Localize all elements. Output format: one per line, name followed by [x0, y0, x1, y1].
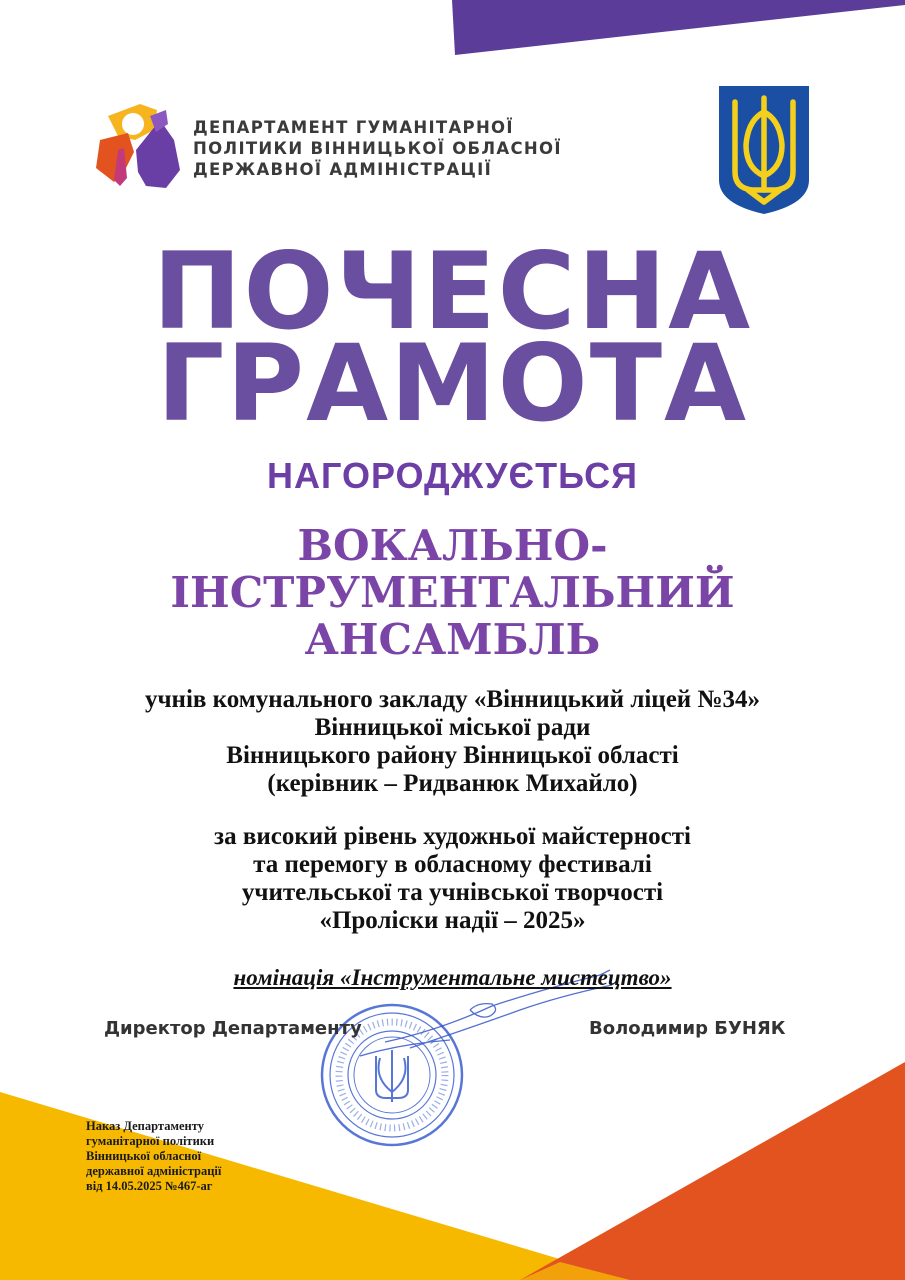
department-name: [193, 117, 562, 180]
department-line: ДЕПАРТАМЕНТ ГУМАНІТАРНОЇ: [193, 118, 514, 137]
bottom-orange-shape: [520, 1062, 905, 1280]
reason-line: учительської та учнівської творчості: [241, 879, 664, 906]
nomination: номінація «Інструментальне мистецтво»: [233, 965, 672, 990]
details-line: Вінницького району Вінницької області: [226, 742, 679, 769]
recipient-line: АНСАМБЛЬ: [304, 615, 601, 664]
order-line: державної адміністрації: [86, 1164, 222, 1178]
order-line: від 14.05.2025 №467-аг: [86, 1179, 213, 1193]
signatory-title: Директор Департаменту: [104, 1018, 362, 1039]
order-line: Наказ Департаменту: [86, 1119, 204, 1133]
order-reference: [86, 1119, 221, 1194]
department-logo-icon: [96, 104, 180, 188]
award-reason: [0, 823, 905, 935]
top-purple-band: [452, 0, 905, 55]
reason-line: та перемогу в обласному фестивалі: [253, 851, 652, 878]
recipient-details: [0, 686, 905, 798]
details-line: (керівник – Ридванюк Михайло): [267, 770, 638, 797]
order-line: гуманітарної політики: [86, 1134, 215, 1148]
recipient-name: [0, 522, 905, 663]
recipient-line: ВОКАЛЬНО-: [297, 521, 608, 570]
details-line: Вінницької міської ради: [314, 714, 591, 741]
details-line: учнів комунального закладу «Вінницький ліцей №34»: [144, 686, 761, 713]
certificate-title: [0, 230, 905, 445]
reason-line: «Проліски надії – 2025»: [319, 907, 586, 934]
coat-of-arms-icon: [719, 86, 809, 214]
department-line: ПОЛІТИКИ ВІННИЦЬКОЇ ОБЛАСНОЇ: [193, 139, 562, 158]
title-line: ГРАМОТА: [156, 322, 749, 445]
signatory-name: Володимир БУНЯК: [589, 1018, 786, 1039]
department-line: ДЕРЖАВНОЇ АДМІНІСТРАЦІЇ: [193, 160, 493, 179]
awarded-label: НАГОРОДЖУЄТЬСЯ: [267, 455, 638, 496]
reason-line: за високий рівень художньої майстерності: [214, 823, 691, 850]
recipient-line: ІНСТРУМЕНТАЛЬНИЙ: [170, 568, 735, 617]
order-line: Вінницької обласної: [86, 1149, 202, 1163]
title-line: ПОЧЕСНА: [152, 230, 753, 353]
